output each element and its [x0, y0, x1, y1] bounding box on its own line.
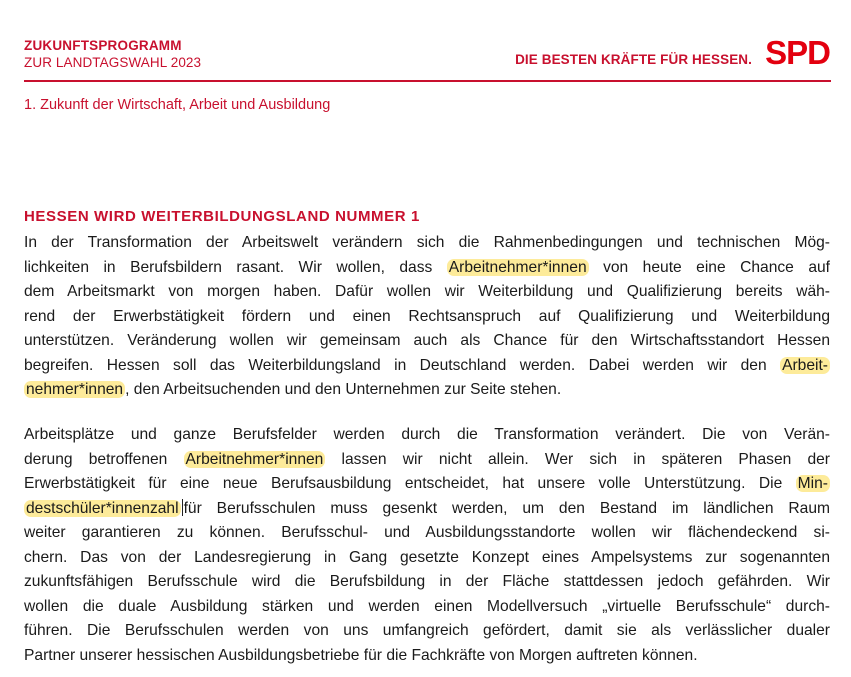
text-line — [24, 256, 830, 281]
text-line — [24, 472, 830, 497]
party-slogan: DIE BESTEN KRÄFTE FÜR HESSEN. — [515, 52, 752, 67]
text-run: zukunftsfähigen Berufsschule wird die Berufsbildung in der Fläche stattdessen jedoch gefährden. Wir — [24, 573, 830, 590]
text-run: unterstützen. Veränderung wollen wir gemeinsam auch als Chance für den Wirtschaftsstandort Hessen — [24, 332, 830, 349]
paragraph-2 — [24, 423, 830, 668]
header-divider — [24, 80, 831, 82]
text-line — [24, 305, 830, 330]
highlighted-term: Min- — [797, 475, 828, 492]
text-line — [24, 619, 830, 644]
text-run: lassen wir nicht allein. Wer sich in späteren Phasen der — [325, 450, 830, 468]
highlighted-term: Arbeitnehmer*innen — [448, 258, 587, 276]
text-run: führen. Die Berufsschulen werden von uns umfangreich gefördert, damit sie als verlässlicher dualer — [24, 622, 830, 639]
text-run: weiter garantieren zu können. Berufsschul- und Ausbildungsstandorte wollen wir flächendeckend si- — [24, 524, 830, 541]
spd-logo: SPD — [765, 34, 830, 71]
text-line — [24, 595, 830, 620]
highlighted-term: Arbeit- — [782, 356, 828, 374]
text-cursor — [182, 499, 183, 516]
text-run: rend der Erwerbstätigkeit fördern und einen Rechtsanspruch auf Qualifizierung und Weiterbildung — [24, 307, 830, 325]
text-run: , den Arbeitsuchenden und den Unternehmen zur Seite stehen. — [125, 381, 562, 398]
text-run: wollen die duale Ausbildung stärken und werden einen Modellversuch „virtuelle Berufsschule“ durch- — [24, 597, 830, 615]
text-run: von heute eine Chance auf — [588, 258, 830, 276]
text-run: chern. Das von der Landesregierung in Gang gesetzte Konzept eines Ampelsystems zur sogenannten — [24, 548, 830, 566]
text-line — [24, 231, 830, 256]
document-header — [24, 34, 830, 82]
paragraph-1 — [24, 231, 830, 403]
text-line — [24, 423, 830, 448]
text-run: Arbeitsplätze und ganze Berufsfelder werden durch die Transformation verändert. Die von Verän- — [24, 426, 830, 443]
document-subtitle: ZUR LANDTAGSWAHL 2023 — [24, 55, 202, 70]
text-line — [24, 448, 830, 473]
text-run: Erwerbstätigkeit für eine neue Berufsausbildung entscheidet, hat unsere volle Unterstützung. Die — [24, 475, 796, 492]
section-heading: HESSEN WIRD WEITERBILDUNGSLAND NUMMER 1 — [24, 208, 420, 225]
text-line — [24, 378, 830, 403]
text-line — [24, 644, 830, 669]
text-line — [24, 354, 830, 379]
text-run: derung betroffenen — [24, 450, 184, 468]
text-line — [24, 497, 830, 522]
text-run: lichkeiten in Berufsbildern rasant. Wir wollen, dass — [24, 258, 447, 276]
text-run: begreifen. Hessen soll das Weiterbildungsland in Deutschland werden. Dabei werden wir den — [24, 356, 781, 374]
chapter-heading: 1. Zukunft der Wirtschaft, Arbeit und Ausbildung — [24, 97, 331, 113]
text-line — [24, 280, 830, 305]
document-title: ZUKUNFTSPROGRAMM — [24, 38, 182, 53]
text-line — [24, 521, 830, 546]
highlighted-term: destschüler*innenzahl — [26, 499, 179, 517]
text-line — [24, 570, 830, 595]
highlighted-term: nehmer*innen — [26, 381, 124, 398]
text-run: dem Arbeitsmarkt von morgen haben. Dafür wollen wir Weiterbildung und Qualifizierung bereits wäh- — [24, 283, 830, 300]
text-run: Partner unserer hessischen Ausbildungsbetriebe für die Fachkräfte von Morgen auftreten können. — [24, 646, 698, 664]
text-run: In der Transformation der Arbeitswelt verändern sich die Rahmenbedingungen und technischen Mög- — [24, 234, 830, 251]
text-line — [24, 546, 830, 571]
highlighted-term: Arbeitnehmer*innen — [185, 450, 324, 468]
text-run: für Berufsschulen muss gesenkt werden, um den Bestand im ländlichen Raum — [183, 499, 830, 517]
text-line — [24, 329, 830, 354]
